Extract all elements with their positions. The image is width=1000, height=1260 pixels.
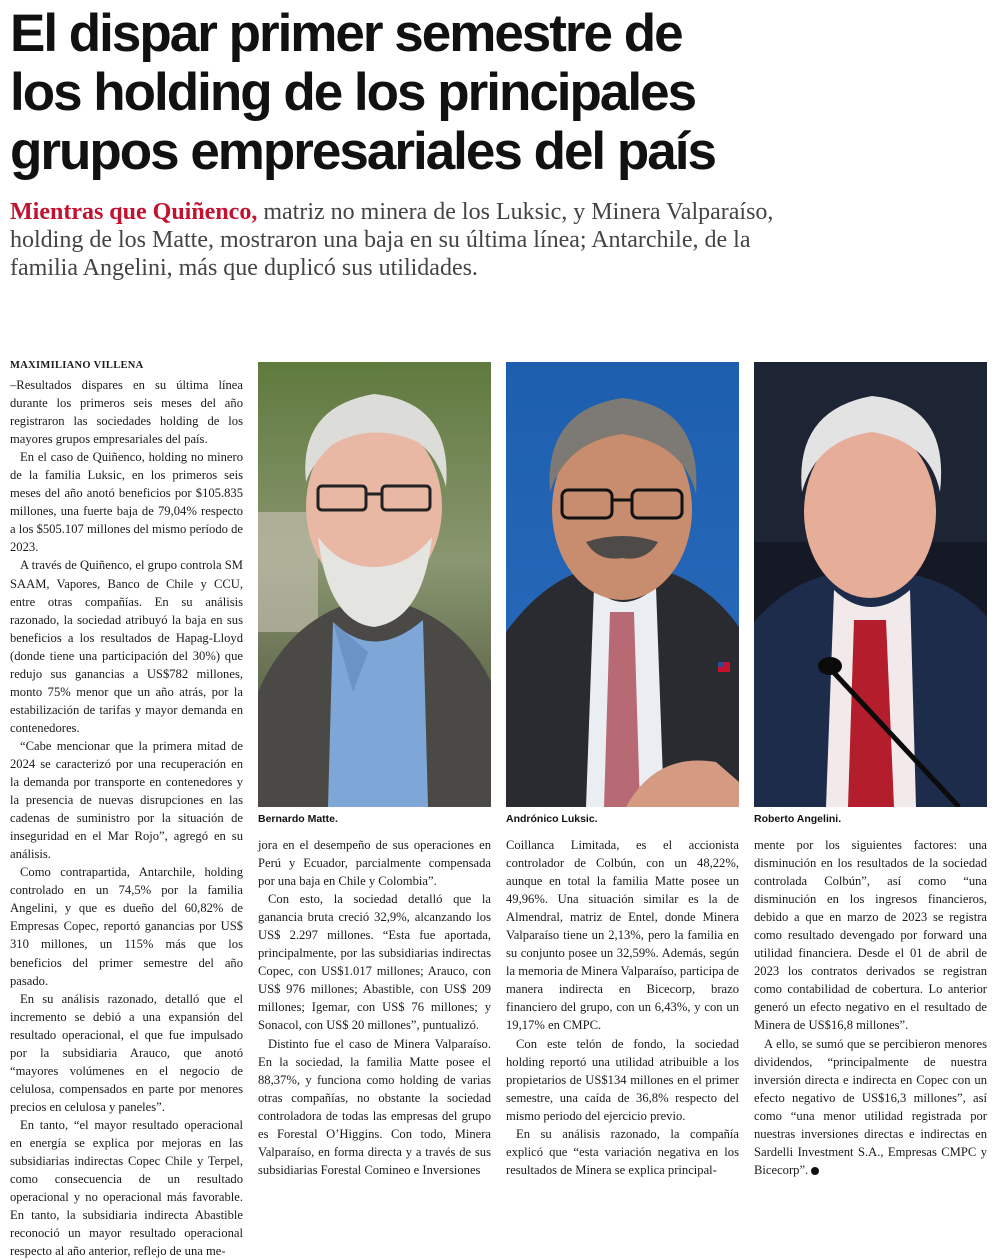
caption-bernardo-matte: Bernardo Matte. <box>258 813 338 825</box>
caption-andronico-luksic: Andrónico Luksic. <box>506 813 598 825</box>
column-4 <box>754 836 987 1179</box>
headline-line-1: El dispar primer semestre de <box>10 4 682 63</box>
portrait-illustration <box>506 362 739 807</box>
paragraph: Con este telón de fondo, la sociedad holding reportó una utilidad atribuible a los propietarios de US$134 millones en el primer semestre, una caída de 36,8% respecto del mismo periodo del ejercicio previo. <box>506 1036 739 1123</box>
photo-andronico-luksic <box>506 362 739 807</box>
paragraph: En el caso de Quiñenco, holding no minero de la familia Luksic, en los primeros seis meses del año anotó beneficios por $105.835 millones, una fuerte baja de 79,04% respecto a los $505.107 millones del mismo período de 2023. <box>10 450 243 555</box>
dek-line-2: holding de los Matte, mostraron una baja en su última línea; Antarchile, de la <box>10 227 751 253</box>
paragraph: En su análisis razonado, detalló que el incremento se debió a una expansión del resultado operacional, el que fue impulsado por la subsidiaria Arauco, que anotó “mayores volúmenes en el negocio de celulosa, compensados en parte por menores precios en celulosa y paneles”. <box>10 991 243 1114</box>
dek-lead: Mientras que Quiñenco, <box>10 199 258 225</box>
paragraph: jora en el desempeño de sus operaciones en Perú y Ecuador, parcialmente compensada por una baja en Chile y Colombia”. <box>258 838 491 889</box>
paragraph: Distinto fue el caso de Minera Valparaíso. En la sociedad, la familia Matte posee el 88,37%, y funciona como holding de varias otras compañías, no obstante la sociedad controladora de todas las empresas del grupo es Forestal O’Higgins. Con todo, Minera Valparaíso, en forma directa y a través de sus subsidiarias Forestal Comineo e Inversiones <box>258 1036 491 1177</box>
dek-line-1-text: matriz no minera de los Luksic, y Minera Valparaíso, <box>263 199 774 225</box>
caption-roberto-angelini: Roberto Angelini. <box>754 813 842 825</box>
dek <box>10 198 990 282</box>
dek-line-3: familia Angelini, más que duplicó sus utilidades. <box>10 255 478 281</box>
headline-line-2: los holding de los principales <box>10 63 696 122</box>
headline-line-3: grupos empresariales del país <box>10 122 715 181</box>
paragraph-text: A ello, se sumó que se percibieron menores dividendos, “principalmente de nuestra inversión directa e indirecta en Copec con un efecto negativo de US$16,3 millones”, así como “una menor utilidad registrada por nuestras inversiones directas e indirectas en Sardelli Investment S.A., Empresas CMPC y Bicecorp”. <box>754 1036 987 1177</box>
paragraph: “Cabe mencionar que la primera mitad de 2024 se caracterizó por una recuperación en la demanda por transporte en contenedores y la presencia de nuevas disrupciones en las cadenas de suministro por la situación de inseguridad en el Mar Rojo”, agregó en su análisis. <box>10 738 243 862</box>
dek-line-1 <box>10 198 990 226</box>
paragraph: mente por los siguientes factores: una disminución en los resultados de la sociedad controlada Colbún”, así como “una disminución en los ingresos financieros, debido a que en marzo de 2023 se registra como resultado devengado por forward una utilidad financiera. Desde el 01 de abril de 2023 los contratos derivados se registran como contabilidad de cobertura. Lo anterior generó un efecto negativo en el resultado de Minera de US$16,8 millones”. <box>754 838 987 1033</box>
portrait-illustration <box>754 362 987 807</box>
byline: MAXIMILIANO VILLENA <box>10 360 144 371</box>
paragraph <box>754 1035 987 1179</box>
paragraph: A través de Quiñenco, el grupo controla SM SAAM, Vapores, Banco de Chile y CCU, entre otras compañías. En su análisis razonado, la sociedad atribuyó la baja en sus beneficios a los resultados de Hapag-Lloyd (donde tiene una participación del 30%) que redujo sus ganancias a US$782 millones, monto 75% menor que un año atrás, por la estabilización de tarifas y mayor demanda en contenedores. <box>10 558 243 735</box>
headline <box>10 4 990 181</box>
end-mark-icon <box>811 1167 819 1175</box>
paragraph: Con esto, la sociedad detalló que la ganancia bruta creció 32,9%, alcanzando los US$ 2.297 millones. “Esta fue aportada, principalmente, por las subsidiarias indirectas Copec, con US$1.017 millones; Arauco, con US$ 976 millones; Abastible, con US$ 209 millones; Igemar, con US$ 76 millones; y Sonacol, con US$ 20 millones”, puntualizó. <box>258 892 491 1033</box>
paragraph: –Resultados dispares en su última línea durante los primeros seis meses del año registraron las sociedades holding de los mayores grupos empresariales del país. <box>10 378 243 447</box>
paragraph: Como contrapartida, Antarchile, holding controlado en un 74,5% por la familia Angelini, y que es dueño del 60,82% de Empresas Copec, reportó ganancias por US$ 310 millones, un 115% más que los beneficios del primer semestre del año pasado. <box>10 865 243 988</box>
portrait-illustration <box>258 362 491 807</box>
column-2 <box>258 836 491 1179</box>
paragraph: Coillanca Limitada, es el accionista controlador de Colbún, con un 48,22%, aunque en total la familia Matte posee un 49,96%. Una situación similar es la de Almendral, matriz de Entel, donde Minera Valparaíso tiene un 2,13%, pero la familia en su conjunto posee un 32,59%. Además, según la memoria de Minera Valparaíso, participa de manera indirecta en Bicecorp, brazo financiero del grupo, con un 6,43%, y con un 19,17% en CMPC. <box>506 838 740 1033</box>
column-1 <box>10 376 243 1260</box>
photo-bernardo-matte <box>258 362 491 807</box>
column-3 <box>506 836 739 1179</box>
paragraph: En su análisis razonado, la compañía explicó que “esta variación negativa en los resultados de Minera se explica principal- <box>506 1126 739 1177</box>
paragraph: En tanto, “el mayor resultado operacional en energía se explica por mejoras en las subsidiarias indirectas Copec Chile y Terpel, como consecuencia de un resultado operacional y no operacional más favorable. En tanto, la subsidiaria indirecta Abastible reconoció un mayor resultado operacional respecto al año anterior, reflejo de una me- <box>10 1117 243 1259</box>
photo-roberto-angelini <box>754 362 987 807</box>
